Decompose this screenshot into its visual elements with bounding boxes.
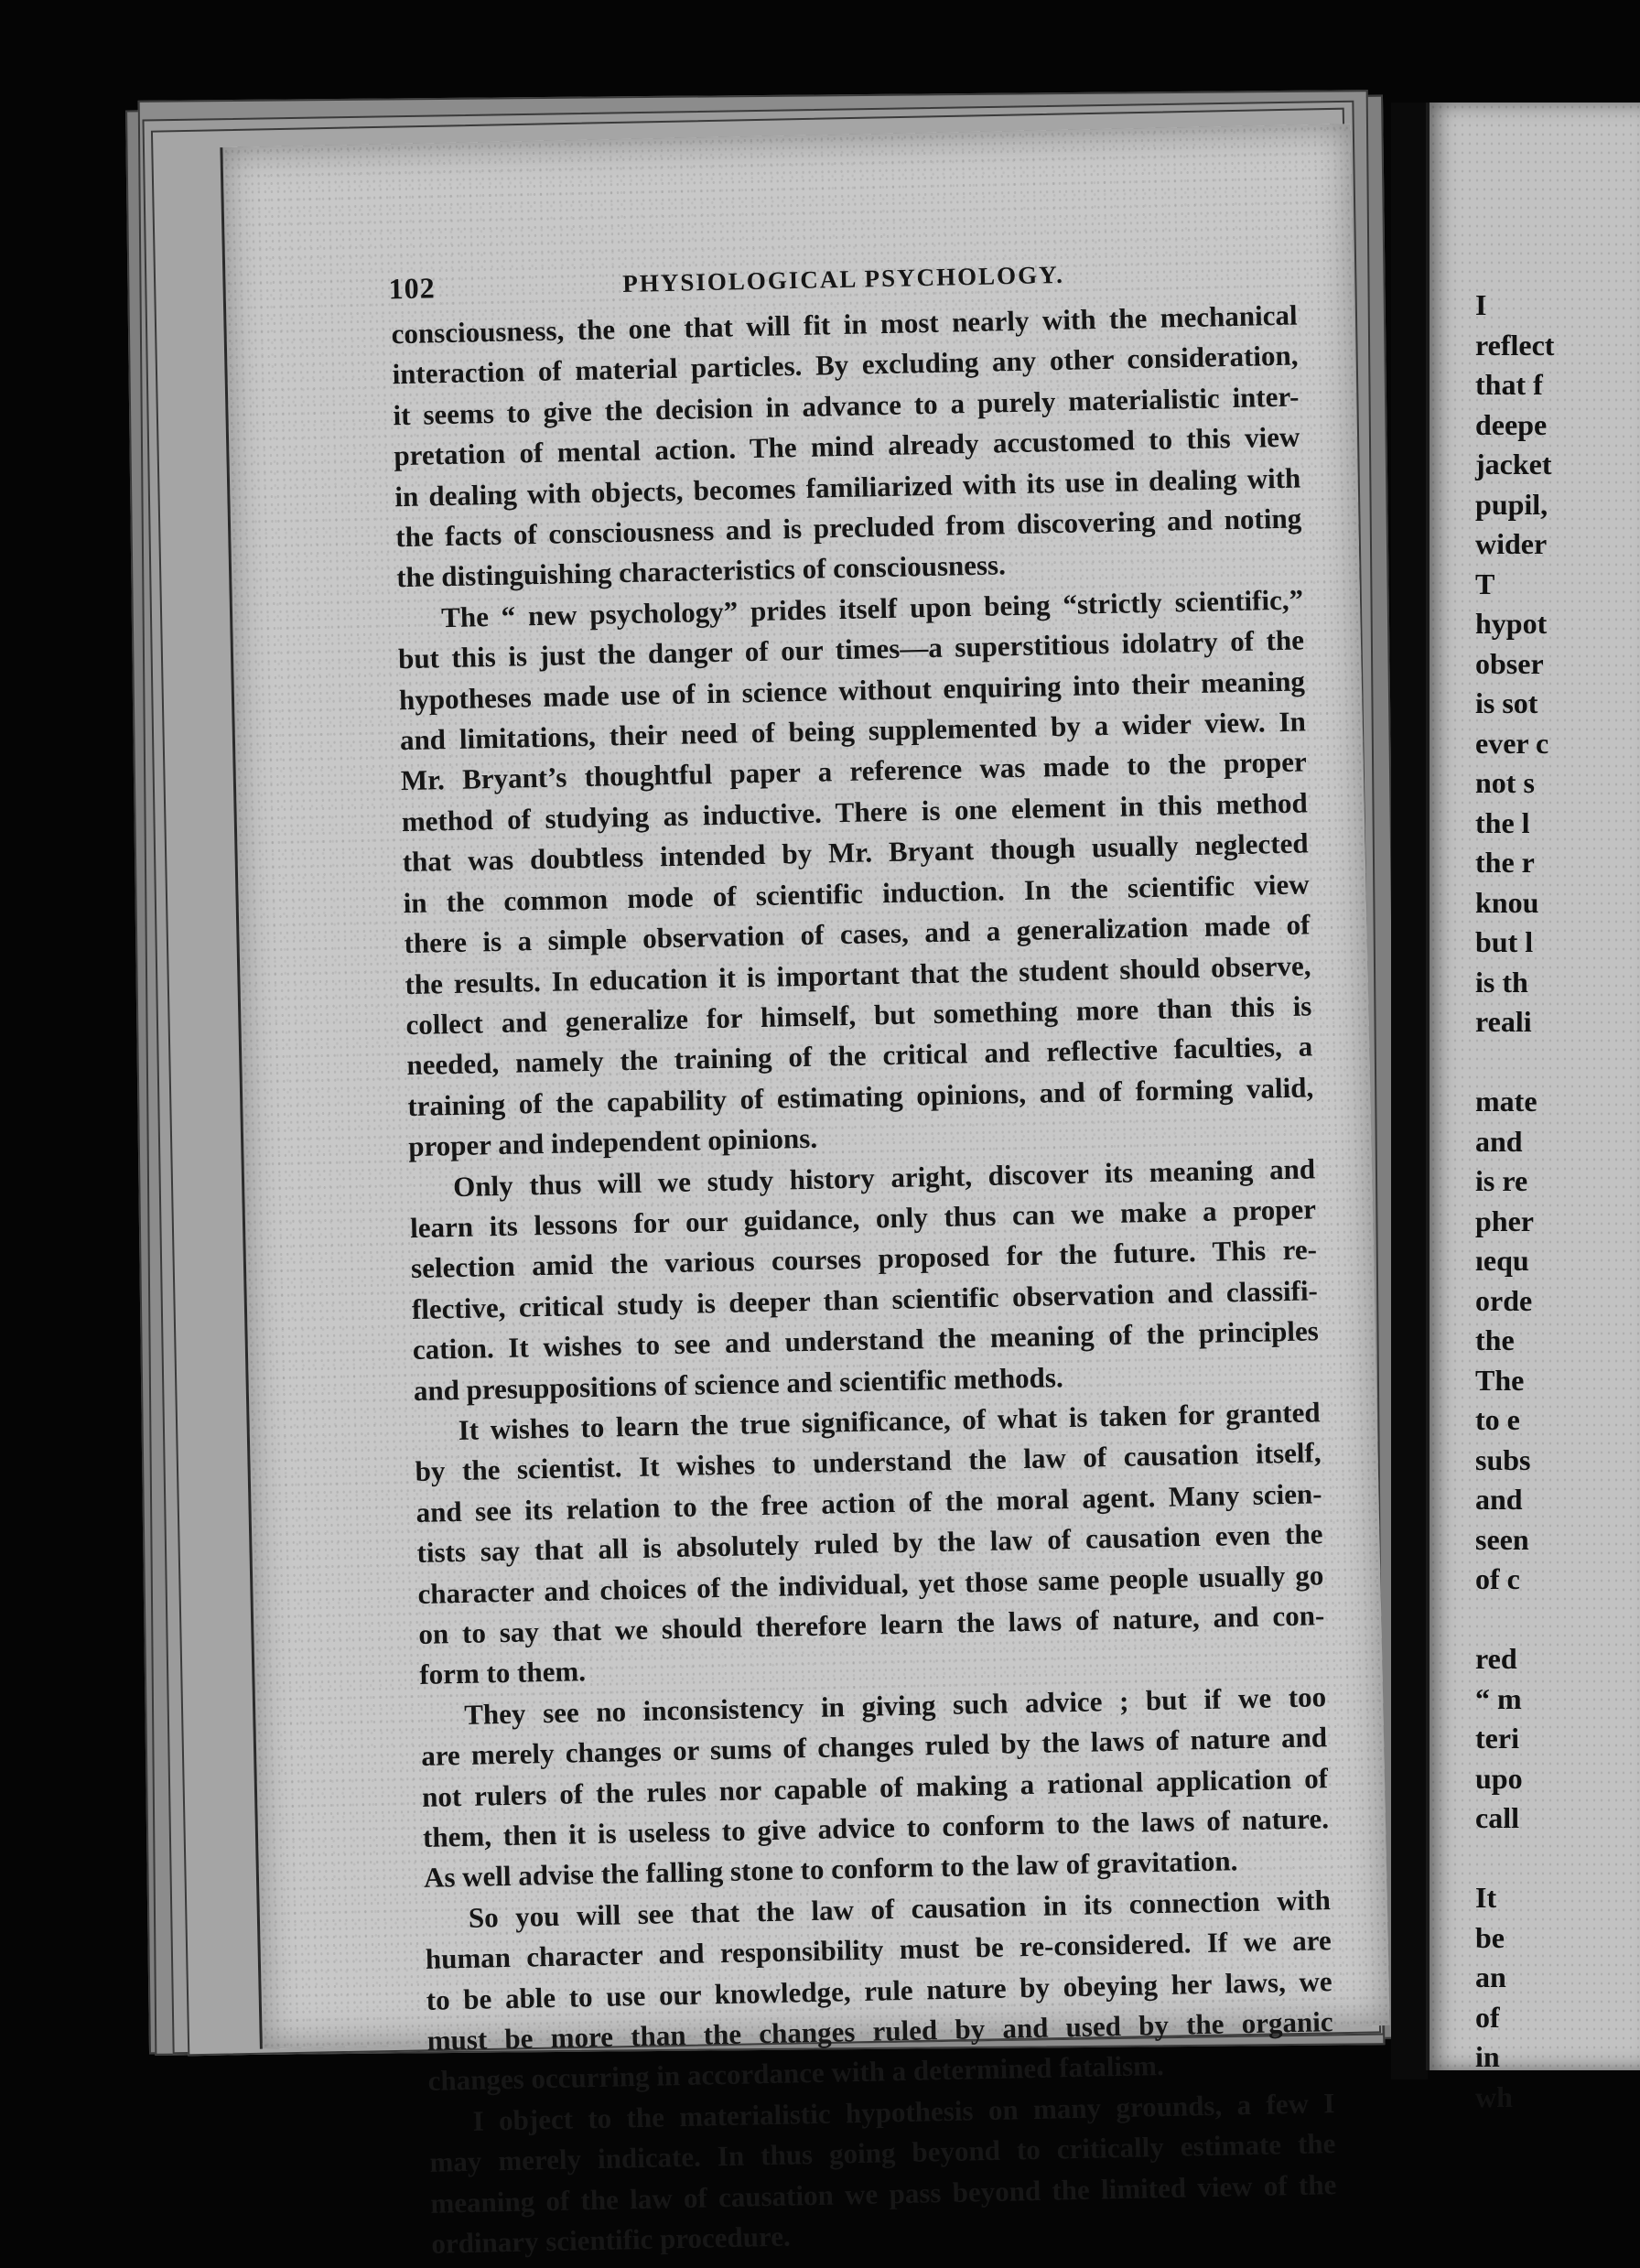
text-line: It wishes to learn the true significance, of what is taken for granted <box>458 1396 1321 1446</box>
text-line: The “ new psychology” prides itself upon being “strictly scientific,” <box>440 583 1304 634</box>
text-fragment: orde <box>1475 1283 1533 1317</box>
text-line: pretation of mental action. The mind already accustomed to this view <box>394 420 1300 472</box>
text-line: I object to the materialistic hypothesis on many grounds, a few I <box>472 2086 1335 2137</box>
text-fragment: pupil, <box>1475 487 1548 521</box>
text-fragment: but l <box>1475 925 1534 958</box>
text-fragment: obser <box>1475 646 1544 680</box>
text-line: Mr. Bryant’s thoughtful paper a reference was made to the proper <box>400 745 1308 797</box>
text-fragment: The <box>1475 1363 1525 1397</box>
text-fragment: and <box>1475 1483 1523 1516</box>
text-fragment: I <box>1475 288 1487 321</box>
text-line: learn its lessons for our guidance, only thus can we make a proper <box>409 1193 1317 1245</box>
text-fragment: wider <box>1475 527 1548 560</box>
text-fragment: be <box>1475 1920 1505 1954</box>
text-line: but this is just the danger of our times—a superstitious idolatry of the <box>397 623 1305 675</box>
text-line: are merely changes or sums of changes ruled by the laws of nature and <box>420 1721 1328 1773</box>
text-fragment: subs <box>1475 1442 1531 1476</box>
text-fragment: the r <box>1475 846 1535 879</box>
text-line: there is a simple observation of cases, and a generalization made of <box>404 908 1311 960</box>
text-line: the facts of consciousness and is precluded from discovering and noting <box>394 502 1302 554</box>
text-fragment: seen <box>1475 1522 1529 1556</box>
text-fragment: of <box>1475 2000 1500 2034</box>
paragraph-gap <box>1475 1600 1640 1640</box>
text-line: that was doubtless intended by Mr. Bryant though usually neglected <box>402 826 1309 879</box>
text-line: and see its relation to the free action of the moral agent. Many scien- <box>415 1477 1322 1528</box>
text-fragment: reali <box>1475 1005 1532 1038</box>
left-page <box>220 124 1389 2260</box>
text-line: it seems to give the decision in advance to a purely materialistic inter- <box>393 380 1300 432</box>
text-line: ordinary scientific procedure. <box>431 2219 792 2260</box>
page-number: 102 <box>388 271 437 306</box>
text-line: As well advise the falling stone to conform to the law of gravitation. <box>423 1844 1238 1895</box>
running-head: PHYSIOLOGICAL PSYCHOLOGY. <box>621 260 1065 297</box>
text-fragment: is sot <box>1475 686 1538 719</box>
text-line: collect and generalize for himself, but something more than this is <box>405 989 1312 1042</box>
paragraph-gap <box>1475 1042 1640 1083</box>
text-fragment: an <box>1475 1960 1506 1993</box>
text-line: hypotheses made use of in science without enquiring into their meaning <box>398 664 1306 716</box>
text-line: character and choices of the individual, yet those same people usually go <box>417 1558 1324 1610</box>
text-fragment: of c <box>1475 1562 1520 1595</box>
text-line: form to them. <box>419 1655 587 1691</box>
text-fragment: It <box>1475 1881 1497 1914</box>
text-line: must be more than the changes ruled by and used by the organic <box>426 2005 1333 2057</box>
text-line: them, then it is useless to give advice to conform to the laws of nature. <box>422 1802 1330 1853</box>
text-line: interaction of material particles. By excluding any other consideration, <box>392 339 1299 391</box>
text-fragment: red <box>1475 1642 1517 1675</box>
text-fragment: teri <box>1475 1722 1519 1755</box>
body-text <box>391 296 1337 2265</box>
text-line: training of the capability of estimating opinions, and of forming valid, <box>406 1071 1314 1122</box>
text-line: and limitations, their need of being supplemented by a wider view. In <box>399 705 1307 757</box>
text-line: tists say that all is absolutely ruled by the law of causation even the <box>416 1517 1323 1570</box>
text-line: Only thus will we study history aright, discover its meaning and <box>452 1151 1316 1203</box>
text-line: in dealing with objects, becomes familiarized with its use in dealing with <box>394 461 1301 513</box>
text-line: needed, namely the training of the critical and reflective faculties, a <box>406 1030 1313 1082</box>
text-fragment: ıequ <box>1475 1244 1529 1277</box>
text-fragment: is re <box>1475 1164 1528 1197</box>
text-line: They see no inconsistency in giving such advice ; but if we too <box>463 1680 1327 1731</box>
text-line: meaning of the law of causation we pass beyond the limited view of the <box>430 2167 1337 2219</box>
page-text <box>390 244 1338 2265</box>
text-fragment: pher <box>1475 1204 1534 1237</box>
text-line: flective, critical study is deeper than scientific observation and classifi- <box>411 1274 1319 1325</box>
text-fragment: call <box>1475 1801 1519 1834</box>
text-fragment: jacket <box>1475 448 1552 481</box>
text-fragment: in <box>1475 2040 1500 2073</box>
text-line: human character and responsibility must be re-considered. If we are <box>425 1924 1332 1976</box>
text-line: not rulers of the rules nor capable of making a rational application of <box>421 1761 1329 1813</box>
right-page <box>1426 103 1640 2113</box>
text-line: on to say that we should therefore learn the laws of nature, and con- <box>418 1599 1325 1650</box>
text-fragment: “ m <box>1475 1681 1522 1715</box>
text-line: selection amid the various courses proposed for the future. This re- <box>410 1233 1318 1285</box>
text-fragment: that f <box>1475 368 1543 401</box>
text-fragment: and <box>1475 1124 1523 1158</box>
text-fragment: mate <box>1475 1085 1538 1118</box>
text-fragment: the <box>1475 1323 1515 1356</box>
text-fragment: the l <box>1475 805 1530 839</box>
text-line: consciousness, the one that will fit in most nearly with the mechanical <box>391 298 1298 351</box>
text-fragment: reflect <box>1475 328 1555 362</box>
text-line: method of studying as inductive. There is one element in this method <box>401 786 1308 838</box>
text-fragment: ever c <box>1475 726 1549 760</box>
text-fragment: hypot <box>1475 607 1548 640</box>
text-line: by the scientist. It wishes to understand the law of causation itself, <box>415 1436 1322 1488</box>
text-fragment: upo <box>1475 1761 1523 1795</box>
right-page-text <box>1475 286 1640 2117</box>
text-fragment: wh <box>1475 2079 1513 2113</box>
text-line: So you will see that the law of causation in its connection with <box>468 1884 1332 1934</box>
text-line: changes occurring in accordance with a determined fatalism. <box>427 2049 1165 2098</box>
text-fragment: deepe <box>1475 407 1548 441</box>
text-line: and presuppositions of science and scientific methods. <box>413 1360 1063 1407</box>
text-fragment: T <box>1475 567 1495 600</box>
text-line: in the common mode of scientific induction. In the scientific view <box>403 868 1310 919</box>
text-line: may merely indicate. In thus going beyond to critically estimate the <box>429 2127 1336 2179</box>
text-line: cation. It wishes to see and understand the meaning of the principles <box>412 1314 1320 1366</box>
book-gutter <box>1391 103 1428 2079</box>
text-line: the results. In education it is important that the student should observe, <box>405 948 1311 1000</box>
text-line: the distinguishing characteristics of consciousness. <box>395 548 1007 594</box>
text-fragment: to e <box>1475 1403 1520 1436</box>
text-fragment: not s <box>1475 766 1535 799</box>
text-line: to be able to use our knowledge, rule nature by obeying her laws, we <box>426 1964 1332 2016</box>
text-line: proper and independent opinions. <box>407 1121 818 1163</box>
text-fragment: is th <box>1475 965 1528 999</box>
paragraph-gap <box>1475 1839 1640 1879</box>
text-fragment: knou <box>1475 885 1539 919</box>
